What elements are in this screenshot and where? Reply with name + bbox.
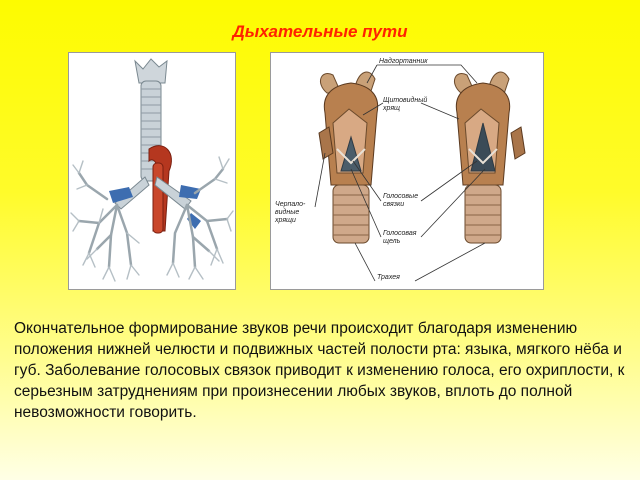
larynx-view-left <box>319 72 378 243</box>
label-vocal-folds: Голосовые связки <box>383 193 419 208</box>
label-glottis: Голосовая щель <box>383 230 417 245</box>
airway-tree-illustration <box>68 52 236 290</box>
larynx-drawing <box>271 53 543 289</box>
label-trachea: Трахея <box>377 274 400 281</box>
airway-tree-drawing <box>69 53 235 289</box>
slide-title: Дыхательные пути <box>232 22 408 41</box>
larynx-illustration <box>270 52 544 290</box>
larynx-view-right <box>454 72 525 243</box>
label-thyroid-cartilage: Щитовидный хрящ <box>383 97 428 112</box>
slide-body-text: Окончательное формирование звуков речи происходит благодаря изменению положения нижней челюсти и подвижных частей полости рта: языка, мягкого нёба и губ. Заболевание голосовых связок приводит к изменению голоса, его охриплости, к серьезным затруднениям при произнесении любых звуков, вплоть до полной невозможности говорить. <box>14 320 625 421</box>
label-epiglottis: Надгортанник <box>379 58 428 65</box>
label-arytenoid-cartilage: Черпало-видные хрящи <box>275 201 306 224</box>
